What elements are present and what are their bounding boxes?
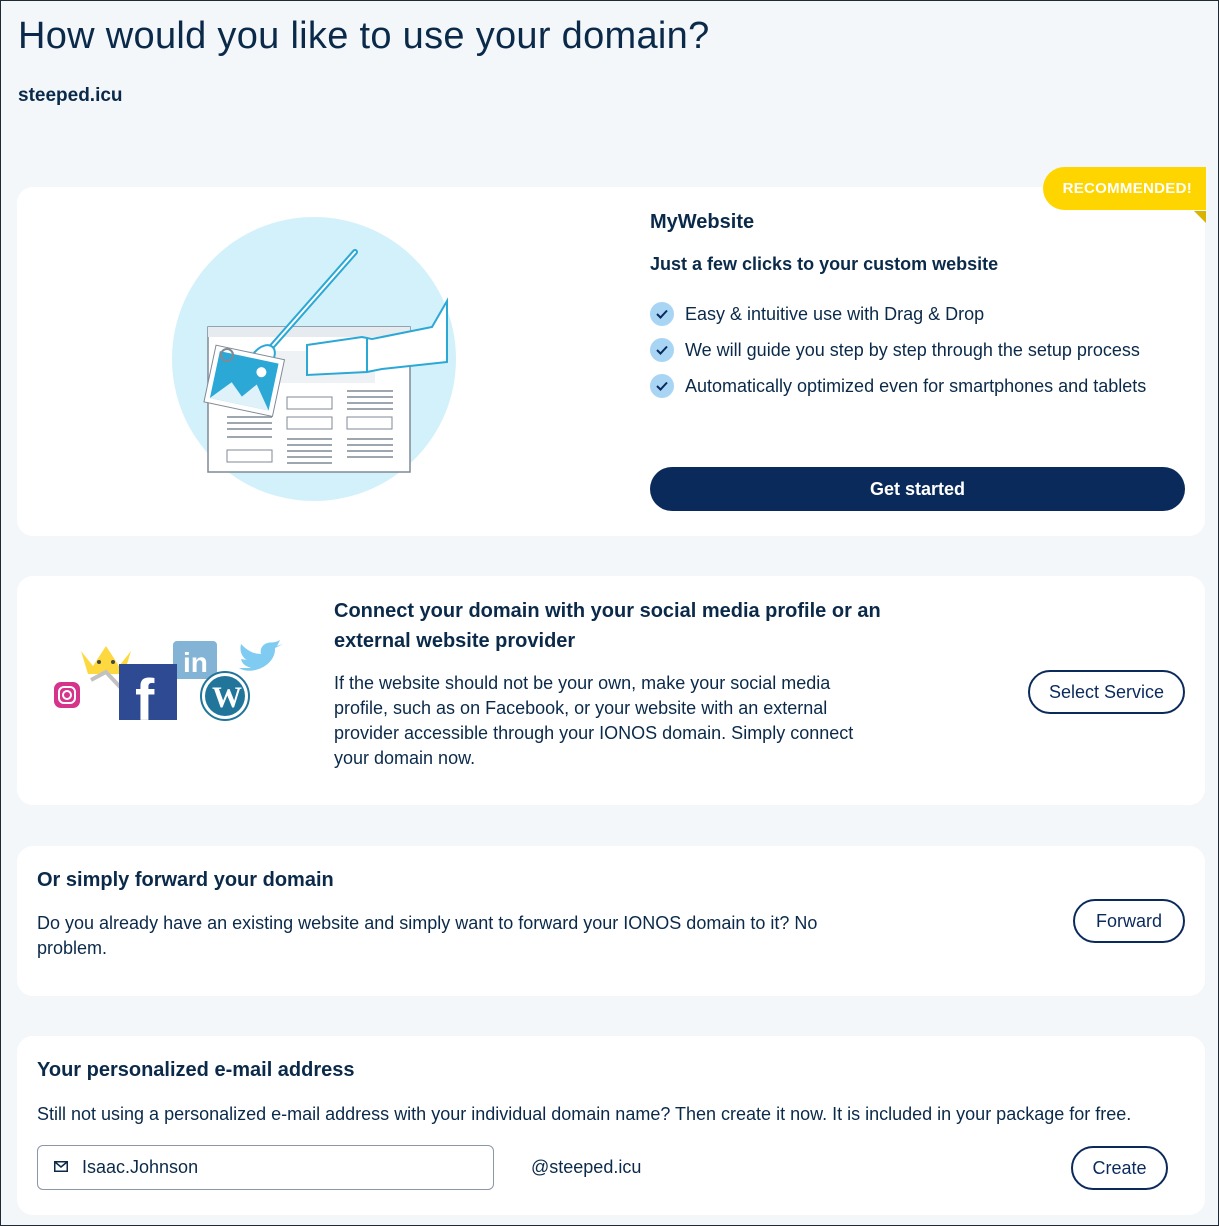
select-service-button[interactable]: Select Service (1028, 670, 1185, 714)
check-icon (650, 302, 674, 326)
recommended-badge: RECOMMENDED! (1043, 167, 1206, 210)
email-field[interactable] (37, 1145, 494, 1190)
service-logos (51, 636, 291, 726)
email-local-part-input[interactable] (82, 1157, 462, 1178)
forward-title: Or simply forward your domain (37, 869, 334, 891)
get-started-button[interactable]: Get started (650, 467, 1185, 511)
domain-name: steeped.icu (18, 85, 123, 106)
feature-text: We will guide you step by step through the setup process (685, 340, 1140, 360)
instagram-icon (54, 682, 80, 708)
email-title: Your personalized e-mail address (37, 1059, 355, 1081)
check-icon (650, 374, 674, 398)
connect-description: If the website should not be your own, make your social media profile, such as on Facebook, or your website with an external provider accessible through your IONOS domain. Simply connect your domain now. (334, 673, 854, 768)
website-builder-illustration (167, 217, 467, 507)
connect-title: Connect your domain with your social media profile or an external website provider (334, 600, 881, 652)
feature-list (650, 301, 1170, 409)
linkedin-icon (173, 641, 217, 679)
forward-button[interactable]: Forward (1073, 899, 1185, 943)
svg-text:f: f (135, 668, 155, 726)
forward-card (17, 846, 1205, 996)
connect-card (17, 576, 1205, 805)
feature-item (650, 373, 1170, 400)
facebook-icon (119, 664, 177, 726)
svg-text:W: W (212, 681, 242, 714)
feature-text: Easy & intuitive use with Drag & Drop (685, 304, 985, 324)
svg-text:in: in (183, 647, 208, 678)
email-card (17, 1036, 1205, 1215)
feature-item (650, 301, 1170, 328)
mail-icon (54, 1159, 68, 1177)
mywebsite-subtitle: Just a few clicks to your custom website (650, 254, 999, 274)
badge-fold (1194, 211, 1206, 223)
email-description: Still not using a personalized e-mail address with your individual domain name? Then create it now. It is included in your package for free. (37, 1104, 1132, 1124)
forward-description: Do you already have an existing website and simply want to forward your IONOS domain to it? No problem. (37, 913, 818, 958)
check-icon (650, 338, 674, 362)
wordpress-icon (201, 672, 249, 720)
mywebsite-title: MyWebsite (650, 211, 755, 233)
page-title: How would you like to use your domain? (18, 15, 710, 57)
feature-text: Automatically optimized even for smartphones and tablets (685, 376, 1147, 396)
email-domain-suffix: @steeped.icu (531, 1157, 642, 1177)
twitter-icon (239, 640, 283, 671)
mywebsite-card (17, 180, 1205, 536)
create-button[interactable]: Create (1071, 1146, 1168, 1190)
feature-item (650, 337, 1170, 364)
